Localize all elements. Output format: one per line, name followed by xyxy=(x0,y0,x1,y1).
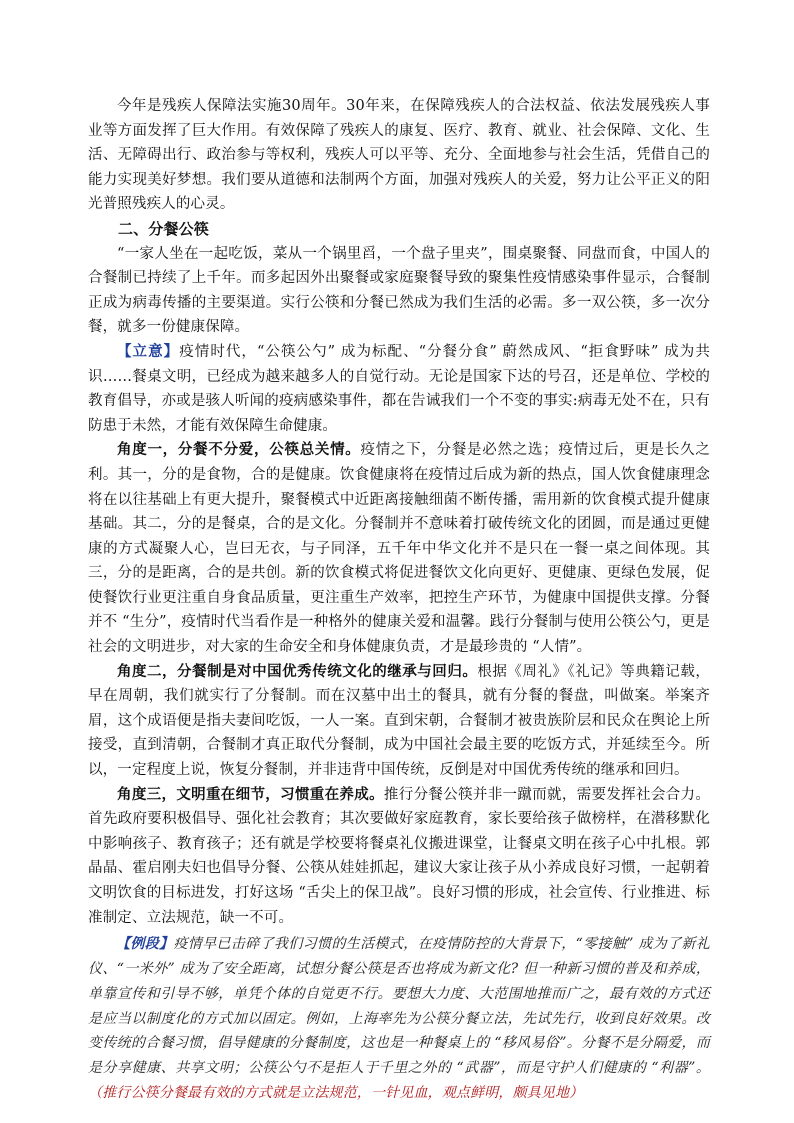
angle-two-lead: 角度二，分餐制是对中国优秀传统文化的继承与回归。 xyxy=(117,662,478,680)
example-tag: 【例段】 xyxy=(116,936,174,953)
purpose-tag: 【立意】 xyxy=(117,342,180,360)
example-comment: （推行公筷分餐最有效的方式就是立法规范，一针见血，观点鲜明，颇具见地） xyxy=(88,1084,584,1101)
angle-one-lead: 角度一，分餐不分爱，公筷总关情。 xyxy=(117,441,361,459)
purpose-paragraph xyxy=(88,340,710,438)
example-paragraph xyxy=(88,932,710,1106)
angle-three-lead: 角度三，文明重在细节，习惯重在养成。 xyxy=(117,785,384,803)
example-text: 疫情早已击碎了我们习惯的生活模式，在疫情防控的大背景下，“零接触” 成为了新礼仪、“一米外” 成为了安全距离，试想分餐公筷是否也将成为新文化? 但一种新习惯的普及和养成，单靠宣传和引导不够，单凭个体的自觉更不行。要想大力度、大范围地推而广之，最有效的方式还是应当以制度化的方式加以固定。例如，上海率先为公筷分餐立法，先试先行，收到良好效果。改变传统的合餐习惯，倡导健康的分餐制度，这也是一种餐桌上的 “移风易俗”。分餐不是分隔爱，而是分享健康、共享文明；公筷公勺不是拒人于千里之外的 “武器”，而是守护人们健康的 “利器”。 xyxy=(88,936,710,1077)
angle-three-text: 推行分餐公筷并非一蹴而就，需要发挥社会合力。首先政府要积极倡导、强化社会教育；其次要做好家庭教育，家长要给孩子做榜样，在潜移默化中影响孩子、教育孩子；还有就是学校要将餐桌礼仪搬进课堂，让餐桌文明在孩子心中扎根。郭晶晶、霍启刚夫妇也倡导分餐、公筷从娃娃抓起，建议大家让孩子从小养成良好习惯，一起朝着文明饮食的目标进发，打好这场 “舌尖上的保卫战”。良好习惯的形成，社会宣传、行业推进、标准制定、立法规范，缺一不可。 xyxy=(88,786,710,926)
document-page xyxy=(88,94,710,1106)
angle-two-paragraph xyxy=(88,660,710,783)
intro-paragraph: 今年是残疾人保障法实施30周年。30年来，在保障残疾人的合法权益、依法发展残疾人事业等方面发挥了巨大作用。有效保障了残疾人的康复、医疗、教育、就业、社会保障、文化、生活、无障碍出行、政治参与等权利，残疾人可以平等、充分、全面地参与社会生活，凭借自己的能力实现美好梦想。我们要从道德和法制两个方面，加强对残疾人的关爱，努力让公平正义的阳光普照残疾人的心灵。 xyxy=(88,98,710,213)
section-title: 二、分餐公筷 xyxy=(118,219,209,238)
angle-one-text: 疫情之下，分餐是必然之选；疫情过后，更是长久之利。其一，分的是食物，合的是健康。饮食健康将在疫情过后成为新的热点，国人饮食健康理念将在以往基础上有更大提升，聚餐模式中近距离接触细菌不断传播，需用新的饮食模式提升健康基础。其二，分的是餐桌，合的是文化。分餐制并不意味着打破传统文化的团圆，而是通过更健康的方式凝聚人心，岂曰无衣，与子同泽，五千年中华文化并不是只在一餐一桌之间体现。其三，分的是距离，合的是共创。新的饮食模式将促进餐饮文化向更好、更健康、更绿色发展，促使餐饮行业更注重自身食品质量，更注重生产效率，把控生产环节，为健康中国提供支撑。分餐并不 “生分”，疫情时代当看作是一种格外的健康关爱和温馨。践行分餐制与使用公筷公勺，更是社会的文明进步，对大家的生命安全和身体健康负责，才是最珍贵的 “人情”。 xyxy=(88,442,710,656)
section-intro-paragraph: “一家人坐在一起吃饭，菜从一个锅里舀，一个盘子里夹”，围桌聚餐、同盘而食，中国人的合餐制已持续了上千年。而多起因外出聚餐或家庭聚餐导致的聚集性疫情感染事件显示，合餐制正成为病毒传播的主要渠道。实行公筷和分餐已然成为我们生活的必需。多一双公筷，多一次分餐，就多一份健康保障。 xyxy=(88,245,710,336)
angle-three-paragraph xyxy=(88,783,710,931)
angle-two-text: 根据《周礼》《礼记》等典籍记载，早在周朝，我们就实行了分餐制。而在汉墓中出土的餐具，就有分餐的餐盘，叫做案。举案齐眉，这个成语便是指夫妻间吃饭，一人一案。直到宋朝，合餐制才被贵族阶层和民众在舆论上所接受，直到清朝，合餐制才真正取代分餐制，成为中国社会最主要的吃饭方式，并延续至今。所以，一定程度上说，恢复分餐制，并非违背中国传统，反倒是对中国优秀传统的继承和回归。 xyxy=(88,663,710,779)
angle-one-paragraph xyxy=(88,438,710,659)
purpose-text: 疫情时代，“公筷公勺” 成为标配、“分餐分食” 蔚然成风、“拒食野味” 成为共识……餐桌文明，已经成为越来越多人的自觉行动。无论是国家下达的号召，还是单位、学校的教育倡导，亦或是骇人听闻的疫病感染事件，都在告诫我们一个不变的事实:病毒无处不在，只有防患于未然，才能有效保障生命健康。 xyxy=(88,343,710,434)
